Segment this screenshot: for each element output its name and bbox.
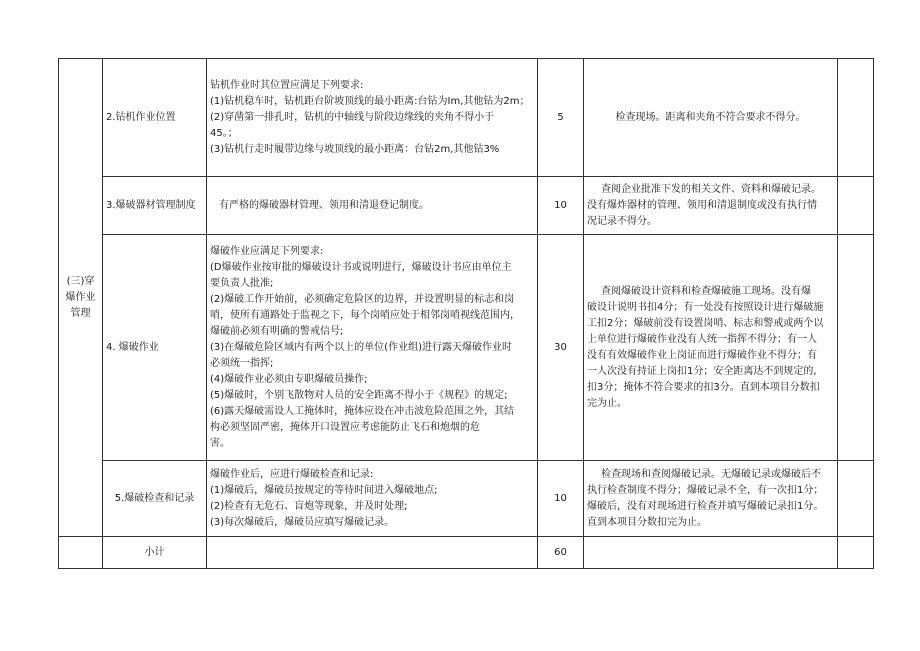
section-cell bbox=[59, 59, 103, 537]
empty-cell bbox=[59, 537, 103, 569]
remark-cell bbox=[838, 235, 874, 461]
score-cell: 30 bbox=[538, 235, 584, 461]
evaluation-cell: 检查现场和查阅爆破记录。无爆破记录或爆破后不 执行检查制度不得分；爆破记录不全，有一次扣1分； 爆破后，没有对现场进行检查并填写爆破记录扣1分。 直到本项目分数扣完为止。 bbox=[584, 461, 838, 537]
inspection-table bbox=[58, 58, 874, 569]
item-name: 3.爆破器材管理制度 bbox=[103, 177, 207, 235]
section-label: 爆作业 bbox=[65, 291, 96, 303]
requirements-cell: 爆破作业应满足下列要求: (D爆破作业按审批的爆破设计书或说明进行，爆破设计书应由单位主 要负责人批准; (2)爆破工作开始前，必须确定危险区的边界，并设置明显的标志和岗 哨，使所有通路处于监视之下，每个岗哨应处于相邻岗哨视线范围内， 爆破前必须有明确的警戒信号; (3)在爆破危险区域内有两个以上的单位(作业组)进行露天爆破作业时 必须统一指挥; (4)爆破作业必须由专职爆破员操作; (5)爆破时，个别飞散物对人员的安全距离不得小于《规程》的规定; (6)露天爆破需设人工掩体时，掩体应设在冲击波危险范围之外，其结 构必须坚固严密，掩体开口设置应考虑能防止飞石和炮烟的危 害。 bbox=[207, 235, 538, 461]
evaluation-cell: 检查现场。距离和夹角不符合要求不得分。 bbox=[584, 59, 838, 177]
score-cell: 5 bbox=[538, 59, 584, 177]
evaluation-cell: 查阅爆破设计资料和检查爆破施工现场。没有爆 破设计说明书扣4分；有一处没有按照设计进行爆破施 工扣2分；爆破前没有设置岗哨、标志和警戒或两个以 上单位进行爆破作业没有人统一指挥不得分；有一人 没有有效爆破作业上岗证而进行爆破作业不得分；有 一人次没有持证上岗扣1分；安全距离达不到规定的, 扣3分；掩体不符合要求的扣3分。直到本项目分数扣 完为止。 bbox=[584, 235, 838, 461]
empty-cell bbox=[584, 537, 838, 569]
subtotal-score: 60 bbox=[538, 537, 584, 569]
empty-cell bbox=[838, 537, 874, 569]
subtotal-row bbox=[59, 537, 874, 569]
subtotal-label: 小计 bbox=[103, 537, 207, 569]
table-row bbox=[59, 177, 874, 235]
item-name: 5.爆破检查和记录 bbox=[103, 461, 207, 537]
empty-cell bbox=[207, 537, 538, 569]
section-label: (三)穿 bbox=[66, 275, 95, 287]
score-cell: 10 bbox=[538, 461, 584, 537]
table-row bbox=[59, 59, 874, 177]
section-label: 管理 bbox=[70, 307, 91, 319]
item-name: 2.钻机作业位置 bbox=[103, 59, 207, 177]
remark-cell bbox=[838, 59, 874, 177]
remark-cell bbox=[838, 461, 874, 537]
evaluation-cell: 查阅企业批准下发的相关文件、资料和爆破记录。 没有爆炸器材的管理、领用和清退制度或没有执行情 况记录不得分。 bbox=[584, 177, 838, 235]
requirements-cell: 钻机作业时其位置应满足下列要求: (1)钻机稳车时，钻机距台阶坡顶线的最小距离:台钻为Im,其他钻为2m； (2)穿凿第一排孔时，钻机的中轴线与阶段边缘线的夹角不得小于 45。； (3)钻机行走时履带边缘与坡顶线的最小距离：台钻2m,其他钻3% bbox=[207, 59, 538, 177]
table-row bbox=[59, 461, 874, 537]
requirements-cell: 有严格的爆破器材管理、领用和清退登记制度。 bbox=[207, 177, 538, 235]
remark-cell bbox=[838, 177, 874, 235]
requirements-cell: 爆破作业后，应进行爆破检查和记录: (1)爆破后，爆破员按规定的等待时间进入爆破地点; (2)检查有无危石、盲炮等现象，并及时处理; (3)每次爆破后，爆破员应填写爆破记录。 bbox=[207, 461, 538, 537]
table-row bbox=[59, 235, 874, 461]
item-name: 4. 爆破作业 bbox=[103, 235, 207, 461]
score-cell: 10 bbox=[538, 177, 584, 235]
